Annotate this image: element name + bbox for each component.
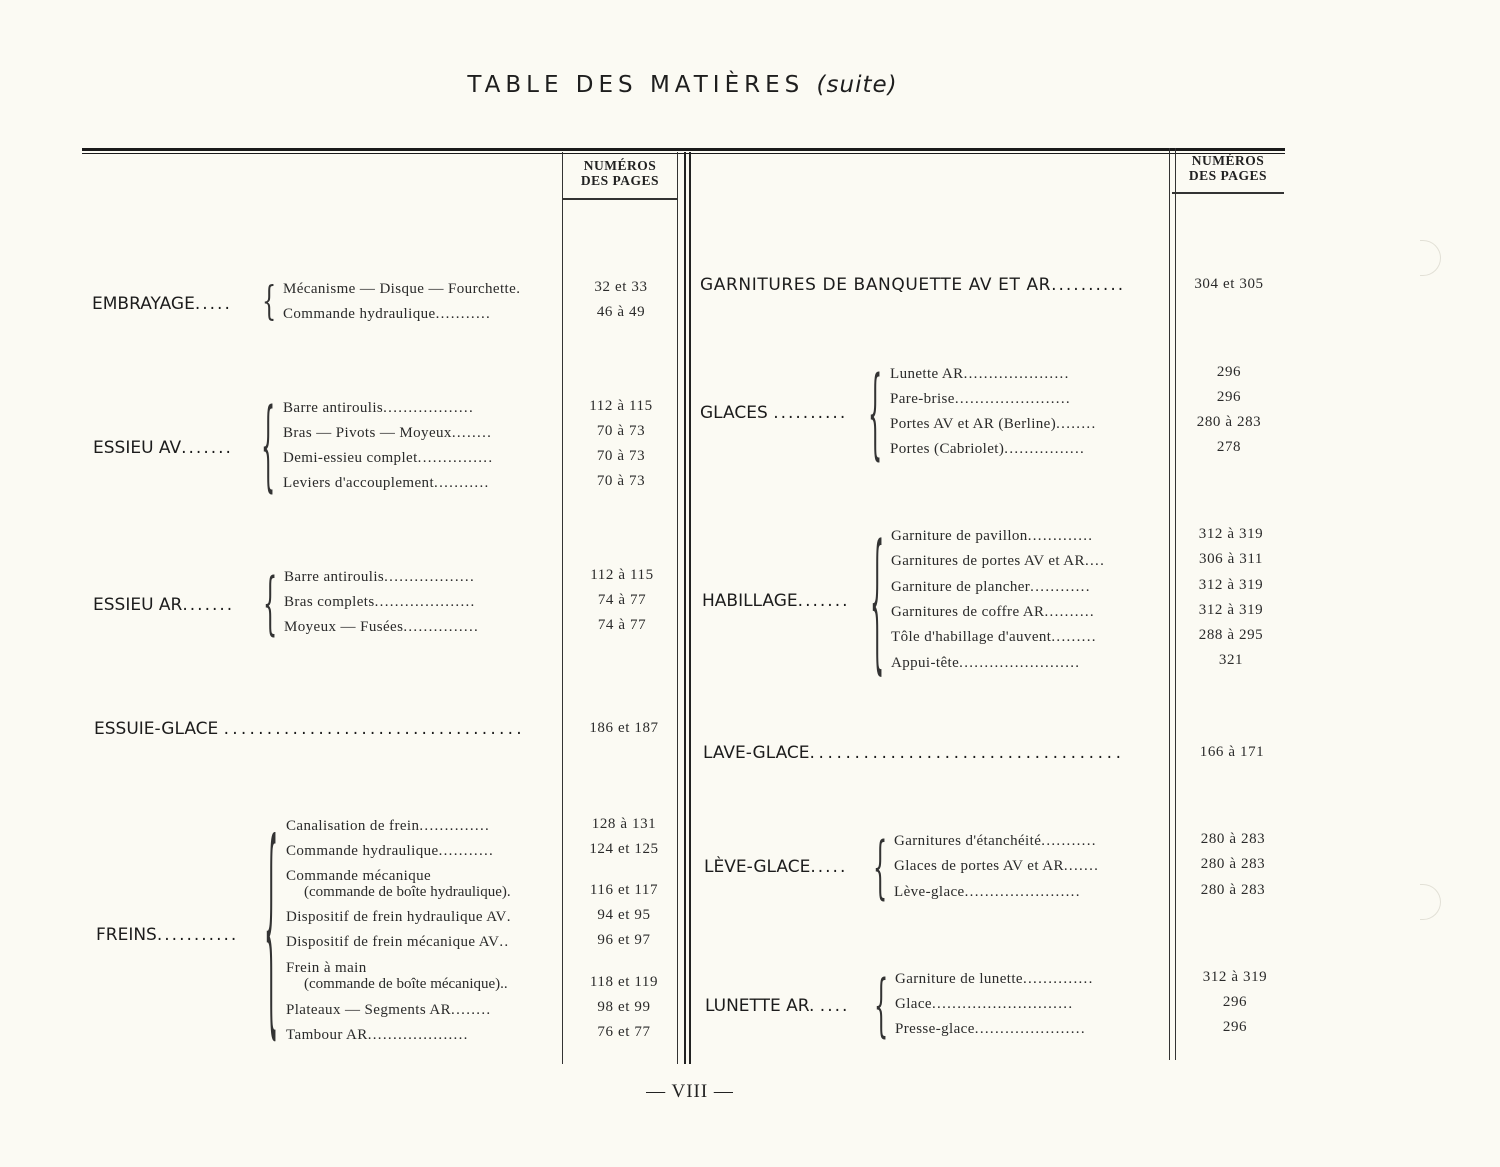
page-ref: 94 et 95 bbox=[597, 907, 651, 923]
item-dots: ........... bbox=[1041, 833, 1097, 849]
category-habillage bbox=[702, 591, 850, 611]
page-ref: 280 à 283 bbox=[1200, 831, 1266, 847]
category-label: FREINS bbox=[96, 925, 157, 945]
item-dots: ............. bbox=[1027, 528, 1094, 544]
right-pages-header-line2: DES PAGES bbox=[1188, 168, 1268, 183]
category-dots: .......... bbox=[773, 403, 848, 423]
category-label: LAVE-GLACE bbox=[703, 743, 810, 763]
category-leve-glace bbox=[704, 857, 847, 877]
page-ref: 70 à 73 bbox=[596, 448, 646, 464]
list-item bbox=[286, 818, 562, 835]
item-dots: ......... bbox=[1051, 629, 1097, 645]
page-ref: 296 bbox=[1222, 1019, 1248, 1035]
brace-icon: { bbox=[262, 276, 277, 325]
page-ref: 312 à 319 bbox=[1202, 969, 1268, 985]
page-ref: 70 à 73 bbox=[596, 473, 646, 489]
list-item bbox=[286, 843, 562, 860]
binder-hole-mark bbox=[1420, 240, 1441, 276]
page-ref: 321 bbox=[1218, 652, 1244, 668]
item-label: Moyeux — Fusées bbox=[284, 619, 404, 635]
item-dots: ..................... bbox=[963, 366, 1070, 382]
brace-icon: { bbox=[264, 793, 279, 1061]
item-label: Presse-glace bbox=[895, 1021, 975, 1037]
item-label: Appui-tête bbox=[891, 655, 960, 671]
list-item bbox=[286, 909, 562, 926]
category-dots: ........... bbox=[156, 925, 239, 945]
list-item bbox=[895, 971, 1170, 988]
list-item bbox=[891, 528, 1167, 545]
right-pages-header-rule bbox=[1172, 192, 1284, 194]
category-label: GARNITURES DE BANQUETTE AV ET AR bbox=[700, 275, 1052, 295]
page-ref: 96 et 97 bbox=[597, 932, 651, 948]
list-item bbox=[891, 553, 1167, 570]
item-label: Glace bbox=[895, 996, 932, 1012]
page-ref: 296 bbox=[1216, 364, 1242, 380]
category-dots: .... bbox=[819, 996, 850, 1016]
page-ref: 70 à 73 bbox=[596, 423, 646, 439]
category-dots: ..... bbox=[810, 857, 848, 877]
item-dots: ............... bbox=[417, 450, 494, 466]
item-label: Barre antiroulis bbox=[284, 569, 385, 585]
item-label: Barre antiroulis bbox=[283, 400, 384, 416]
list-item bbox=[284, 569, 559, 586]
item-label: Bras — Pivots — Moyeux bbox=[283, 425, 452, 441]
item-dots: ........................ bbox=[959, 655, 1081, 671]
page-ref: 124 et 125 bbox=[589, 841, 659, 857]
item-dots: ........... bbox=[435, 306, 492, 322]
item-dots: ........... bbox=[438, 843, 495, 859]
page-ref: 32 et 33 bbox=[594, 279, 648, 295]
item-dots: .......... bbox=[1044, 604, 1095, 620]
page-ref: 306 à 311 bbox=[1198, 551, 1263, 567]
list-item bbox=[895, 996, 1170, 1013]
item-label: Commande hydraulique bbox=[286, 843, 439, 859]
item-label: Lunette AR bbox=[890, 366, 964, 382]
item-dots: ....... bbox=[1063, 858, 1100, 874]
page-ref: 296 bbox=[1216, 389, 1242, 405]
category-embrayage bbox=[92, 294, 232, 314]
list-item bbox=[891, 629, 1167, 646]
item-label: Mécanisme — Disque — Fourchette bbox=[283, 281, 517, 297]
right-pages-header-line1: NUMÉROS bbox=[1191, 153, 1265, 168]
item-label: Commande hydraulique bbox=[283, 306, 436, 322]
left-pages-header-rule bbox=[563, 198, 677, 200]
item-dots: .................. bbox=[384, 569, 476, 585]
page-ref: 288 à 295 bbox=[1198, 627, 1264, 643]
list-item bbox=[890, 366, 1166, 383]
item-dots: .............. bbox=[419, 818, 491, 834]
list-item bbox=[894, 858, 1169, 875]
list-item bbox=[286, 1027, 562, 1044]
item-label: Garnitures de portes AV et AR bbox=[891, 553, 1085, 569]
item-dots: ........... bbox=[434, 475, 490, 491]
right-pages-header bbox=[1172, 153, 1284, 183]
page-ref: 280 à 283 bbox=[1200, 856, 1266, 872]
list-item bbox=[891, 655, 1167, 672]
list-item bbox=[894, 833, 1169, 850]
item-label: Glaces de portes AV et AR bbox=[894, 858, 1064, 874]
page-ref: 278 bbox=[1216, 439, 1242, 455]
page-ref: 312 à 319 bbox=[1198, 526, 1264, 542]
page-ref: 116 et 117 bbox=[589, 882, 659, 898]
page-ref: 74 à 77 bbox=[597, 592, 647, 608]
item-dots: . bbox=[516, 281, 522, 297]
brace-icon: { bbox=[873, 826, 888, 908]
page-ref: 128 à 131 bbox=[591, 816, 657, 832]
list-item bbox=[890, 391, 1166, 408]
item-label: Garniture de lunette bbox=[895, 971, 1023, 987]
item-label: Canalisation de frein bbox=[286, 818, 420, 834]
category-dots: ....... bbox=[182, 595, 235, 615]
item-dots: .................. bbox=[383, 400, 475, 416]
page-ref: 112 à 115 bbox=[589, 398, 653, 414]
page-ref: 280 à 283 bbox=[1200, 882, 1266, 898]
item-label: Leviers d'accouplement bbox=[283, 475, 435, 491]
category-label: ESSIEU AV bbox=[93, 438, 182, 458]
item-dots: ................ bbox=[1004, 441, 1086, 457]
item-dots: ............................ bbox=[931, 996, 1074, 1012]
list-item bbox=[284, 619, 559, 636]
item-label: Frein à main bbox=[286, 960, 367, 976]
page-ref: 166 à 171 bbox=[1199, 744, 1265, 760]
item-dots: ....................... bbox=[964, 884, 1081, 900]
list-item bbox=[891, 579, 1167, 596]
category-label: HABILLAGE bbox=[702, 591, 798, 611]
category-essieu-ar bbox=[93, 595, 234, 615]
category-label: ESSUIE-GLACE bbox=[94, 719, 219, 739]
list-item-continuation: (commande de boîte mécanique).. bbox=[304, 976, 508, 992]
page-ref: 74 à 77 bbox=[597, 617, 647, 633]
list-item bbox=[286, 934, 562, 951]
title-main: TABLE DES MATIÈRES bbox=[467, 72, 805, 98]
left-pages-header-line2: DES PAGES bbox=[580, 173, 660, 188]
item-label: Plateaux — Segments AR bbox=[286, 1002, 452, 1018]
item-dots: ............... bbox=[403, 619, 480, 635]
category-dots: ..... bbox=[194, 294, 232, 314]
item-label: Bras complets bbox=[284, 594, 375, 610]
list-item bbox=[891, 604, 1167, 621]
category-garnitures-banquette bbox=[700, 275, 1167, 295]
category-dots: ....... bbox=[181, 438, 233, 458]
item-label: Pare-brise bbox=[890, 391, 955, 407]
list-item bbox=[283, 306, 558, 323]
left-pages-header-line1: NUMÉROS bbox=[583, 158, 657, 173]
item-dots: .. bbox=[499, 934, 510, 950]
item-dots: .................... bbox=[367, 1027, 469, 1043]
brace-icon: { bbox=[874, 964, 889, 1046]
item-label: Commande mécanique bbox=[286, 868, 432, 884]
item-dots: . bbox=[506, 909, 512, 925]
item-label: Portes (Cabriolet) bbox=[890, 441, 1005, 457]
list-item bbox=[890, 416, 1166, 433]
item-label: Lève-glace bbox=[894, 884, 965, 900]
category-dots: ....... bbox=[797, 591, 850, 611]
brace-icon: { bbox=[870, 511, 885, 690]
item-label: Garnitures de coffre AR bbox=[891, 604, 1045, 620]
page-ref: 296 bbox=[1222, 994, 1248, 1010]
item-label: Portes AV et AR (Berline) bbox=[890, 416, 1057, 432]
item-label: Garnitures d'étanchéité bbox=[894, 833, 1042, 849]
item-dots: ............ bbox=[1030, 579, 1091, 595]
category-dots: ................................... bbox=[223, 719, 525, 739]
item-label: Tôle d'habillage d'auvent bbox=[891, 629, 1052, 645]
list-item bbox=[286, 1002, 562, 1019]
title-suite: (suite) bbox=[816, 72, 898, 98]
item-dots: ........ bbox=[451, 425, 493, 441]
center-divider-b bbox=[689, 152, 691, 1064]
item-label: Dispositif de frein mécanique AV bbox=[286, 934, 500, 950]
item-dots: ...................... bbox=[974, 1021, 1086, 1037]
list-item-continuation: (commande de boîte hydraulique). bbox=[304, 884, 511, 900]
category-dots: .......... bbox=[1051, 275, 1126, 295]
list-item bbox=[895, 1021, 1170, 1038]
category-dots: ................................... bbox=[809, 743, 1125, 763]
item-dots: .................... bbox=[374, 594, 476, 610]
list-item bbox=[890, 441, 1166, 458]
category-lave-glace bbox=[703, 743, 1168, 763]
category-essieu-av bbox=[93, 438, 233, 458]
category-glaces bbox=[700, 403, 847, 423]
category-freins bbox=[96, 925, 238, 945]
left-pages-header bbox=[563, 158, 677, 188]
category-lunette-ar bbox=[705, 996, 849, 1016]
list-item bbox=[286, 960, 562, 977]
item-label: Demi-essieu complet bbox=[283, 450, 418, 466]
list-item bbox=[284, 594, 559, 611]
item-label: Dispositif de frein hydraulique AV bbox=[286, 909, 507, 925]
item-label: Garniture de plancher bbox=[891, 579, 1031, 595]
brace-icon: { bbox=[263, 562, 278, 644]
brace-icon: { bbox=[261, 387, 276, 503]
page-ref: 186 et 187 bbox=[589, 720, 659, 736]
item-dots: .... bbox=[1084, 553, 1106, 569]
category-label: LUNETTE AR. bbox=[705, 996, 815, 1016]
page-ref: 46 à 49 bbox=[596, 304, 646, 320]
item-dots: .............. bbox=[1022, 971, 1094, 987]
list-item bbox=[283, 400, 558, 417]
category-essuie-glace bbox=[94, 719, 560, 739]
top-rule bbox=[82, 148, 1285, 151]
item-label: Tambour AR bbox=[286, 1027, 368, 1043]
item-dots: ....................... bbox=[954, 391, 1071, 407]
page-ref: 280 à 283 bbox=[1196, 414, 1262, 430]
list-item bbox=[283, 450, 558, 467]
item-label: Garniture de pavillon bbox=[891, 528, 1028, 544]
item-dots: ........ bbox=[1056, 416, 1097, 432]
list-item bbox=[286, 868, 562, 885]
page-ref: 98 et 99 bbox=[597, 999, 651, 1015]
brace-icon: { bbox=[868, 355, 883, 471]
page-ref: 112 à 115 bbox=[590, 567, 654, 583]
list-item bbox=[894, 884, 1169, 901]
list-item bbox=[283, 475, 558, 492]
page-number: — VIII — bbox=[646, 1081, 734, 1102]
page-ref: 118 et 119 bbox=[589, 974, 659, 990]
item-dots: ........ bbox=[451, 1002, 492, 1018]
center-divider-a bbox=[684, 152, 686, 1064]
category-label: EMBRAYAGE bbox=[92, 294, 195, 314]
category-label: LÈVE-GLACE bbox=[704, 857, 811, 877]
page-title bbox=[0, 72, 1365, 98]
binder-hole-mark bbox=[1420, 884, 1441, 920]
list-item bbox=[283, 281, 558, 298]
category-label: ESSIEU AR bbox=[93, 595, 183, 615]
category-label: GLACES bbox=[700, 403, 768, 423]
page-ref: 304 et 305 bbox=[1194, 276, 1264, 292]
page-ref: 312 à 319 bbox=[1198, 602, 1264, 618]
page-ref: 76 et 77 bbox=[597, 1024, 651, 1040]
page-ref: 312 à 319 bbox=[1198, 577, 1264, 593]
list-item bbox=[283, 425, 558, 442]
